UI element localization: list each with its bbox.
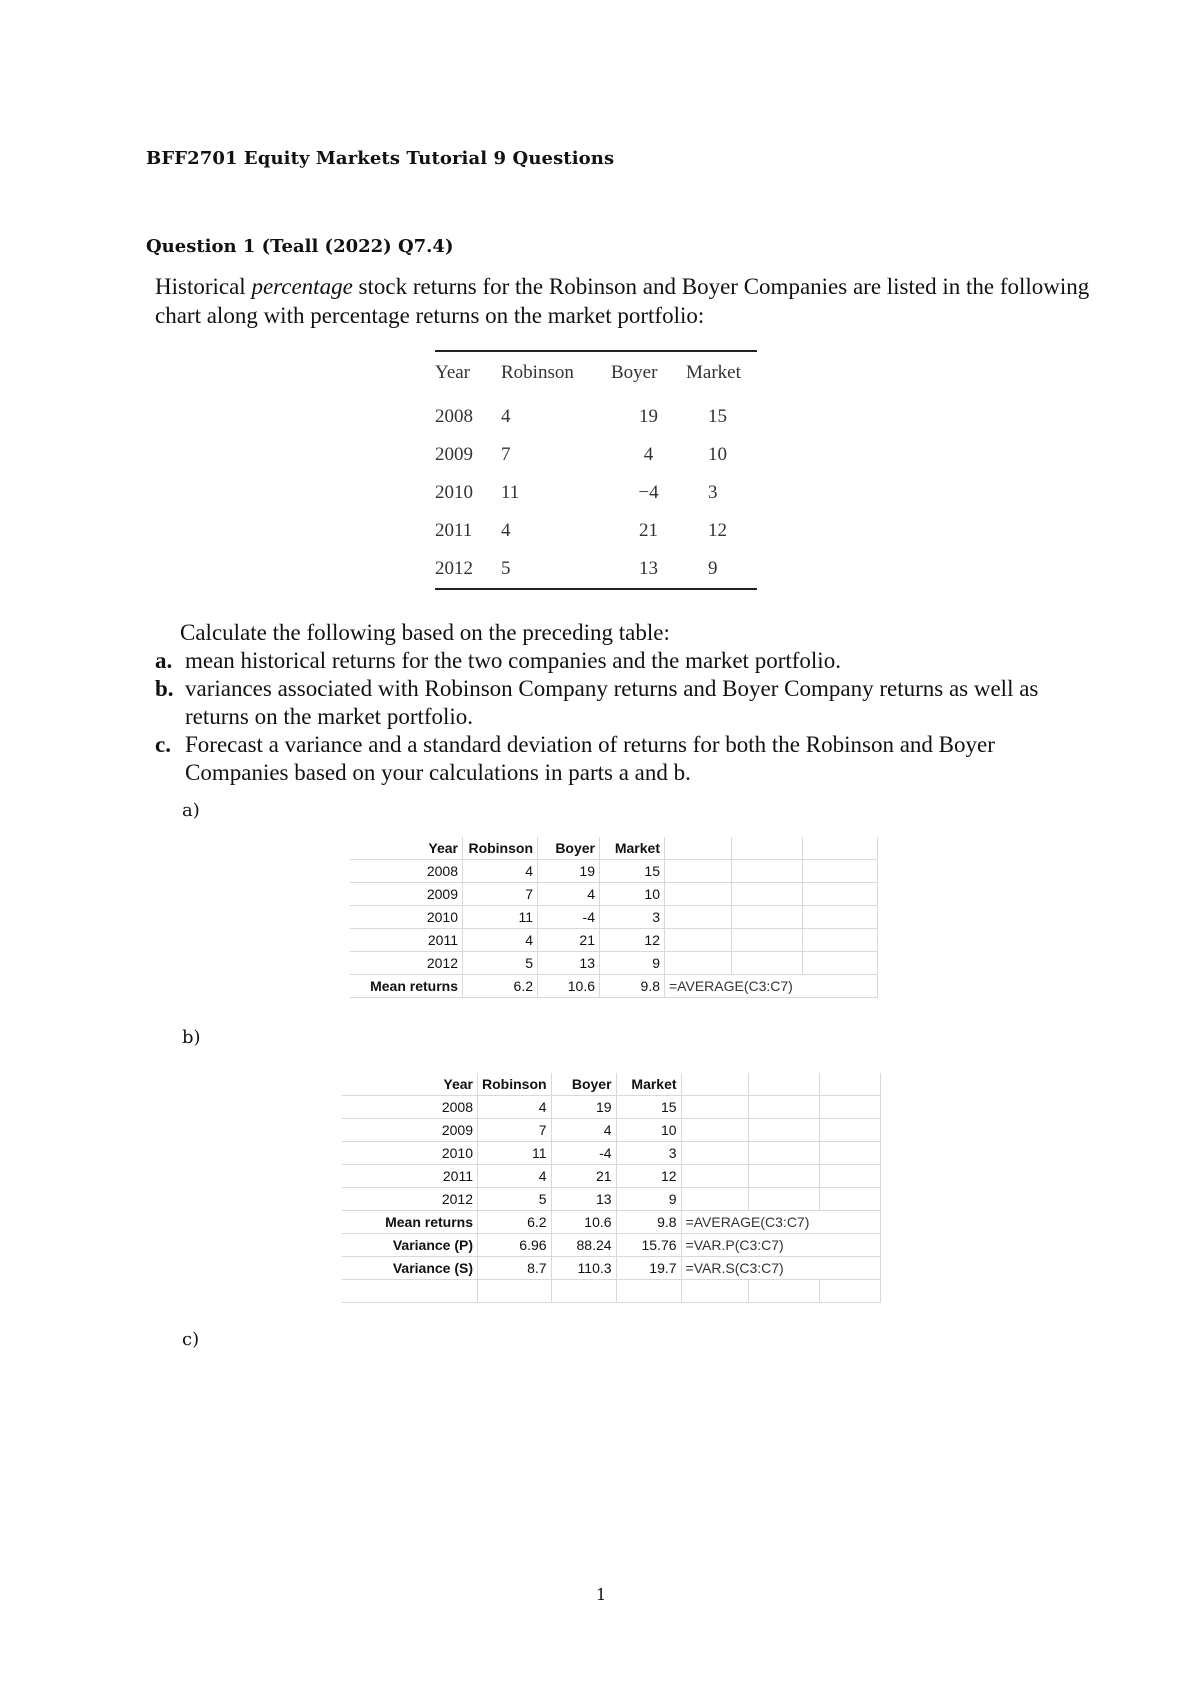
sheet-empty-cell bbox=[665, 906, 732, 929]
cell-year: 2011 bbox=[435, 520, 473, 541]
sheet-empty-cell bbox=[803, 837, 878, 860]
mean-returns-label: Mean returns bbox=[350, 975, 463, 998]
cell-boyer: 13 bbox=[639, 558, 658, 579]
sheet-row bbox=[342, 1165, 880, 1188]
sheet-cell: 15 bbox=[600, 860, 665, 883]
spreadsheet-b bbox=[342, 1073, 881, 1303]
sheet-summary-row bbox=[342, 1211, 880, 1234]
sheet-cell: 13 bbox=[538, 952, 600, 975]
sheet-cell: 15 bbox=[616, 1096, 681, 1119]
sheet-empty-cell bbox=[681, 1073, 748, 1096]
cell-boyer: 4 bbox=[643, 444, 654, 465]
sheet-empty-cell bbox=[803, 929, 878, 952]
variance-s-market: 19.7 bbox=[616, 1257, 681, 1280]
sheet-row bbox=[350, 906, 878, 929]
sheet-cell-market-header: Market bbox=[600, 837, 665, 860]
calculate-instruction: Calculate the following based on the preceding table: bbox=[180, 620, 670, 645]
cell-boyer: 21 bbox=[639, 520, 658, 541]
table-row bbox=[435, 394, 757, 436]
sheet-empty-cell bbox=[681, 1096, 748, 1119]
sheet-empty-cell bbox=[819, 1119, 880, 1142]
variance-p-formula: =VAR.P(C3:C7) bbox=[681, 1234, 880, 1257]
cell-year: 2012 bbox=[435, 558, 473, 579]
page-number: 1 bbox=[596, 1585, 607, 1604]
sheet-empty-cell bbox=[681, 1119, 748, 1142]
sheet-row bbox=[350, 929, 878, 952]
sheet-empty-cell bbox=[616, 1280, 681, 1303]
part-a bbox=[155, 647, 1095, 675]
sheet-empty-cell bbox=[732, 929, 803, 952]
sheet-cell: 11 bbox=[478, 1142, 552, 1165]
sheet-cell: 4 bbox=[478, 1165, 552, 1188]
sheet-cell: 4 bbox=[478, 1096, 552, 1119]
sheet-empty-cell bbox=[681, 1188, 748, 1211]
sheet-cell: 2008 bbox=[342, 1096, 478, 1119]
col-header-boyer: Boyer bbox=[611, 362, 658, 383]
sheet-cell: 3 bbox=[600, 906, 665, 929]
sheet-cell: -4 bbox=[538, 906, 600, 929]
answer-b-label: b) bbox=[182, 1027, 201, 1048]
returns-table-header bbox=[435, 351, 757, 394]
col-header-year: Year bbox=[435, 362, 471, 383]
sheet-empty-cell bbox=[732, 860, 803, 883]
cell-robinson: 4 bbox=[501, 406, 511, 427]
sheet-cell: 2011 bbox=[350, 929, 463, 952]
sheet-cell: 2012 bbox=[350, 952, 463, 975]
sheet-cell-year-header: Year bbox=[350, 837, 463, 860]
sheet-cell: 3 bbox=[616, 1142, 681, 1165]
sheet-empty-cell bbox=[819, 1165, 880, 1188]
sheet-empty-cell bbox=[803, 883, 878, 906]
sheet-cell: 19 bbox=[538, 860, 600, 883]
table-row bbox=[435, 474, 757, 512]
cell-market: 9 bbox=[708, 558, 718, 579]
table-row bbox=[435, 550, 757, 589]
variance-s-boyer: 110.3 bbox=[551, 1257, 616, 1280]
answer-a-label: a) bbox=[182, 800, 200, 821]
sheet-empty-cell bbox=[665, 860, 732, 883]
sheet-empty-row bbox=[342, 1280, 880, 1303]
sheet-cell-boyer-header: Boyer bbox=[538, 837, 600, 860]
cell-boyer: 19 bbox=[639, 406, 658, 427]
document-title: BFF2701 Equity Markets Tutorial 9 Questions bbox=[146, 148, 615, 169]
sheet-summary-row bbox=[342, 1234, 880, 1257]
mean-formula: =AVERAGE(C3:C7) bbox=[665, 975, 878, 998]
sheet-cell: 2010 bbox=[342, 1142, 478, 1165]
variance-p-robinson: 6.96 bbox=[478, 1234, 552, 1257]
answer-c-label: c) bbox=[182, 1329, 200, 1350]
sheet-cell-market-header: Market bbox=[616, 1073, 681, 1096]
mean-boyer: 10.6 bbox=[538, 975, 600, 998]
intro-emphasis: percentage bbox=[251, 274, 353, 299]
sheet-cell: 21 bbox=[551, 1165, 616, 1188]
part-text: Forecast a variance and a standard deviation of returns for both the Robinson and Boyer Companies based on your calculations in parts a and b. bbox=[185, 732, 995, 785]
sheet-empty-cell bbox=[819, 1142, 880, 1165]
sheet-empty-cell bbox=[748, 1073, 819, 1096]
sheet-cell: 9 bbox=[600, 952, 665, 975]
sheet-empty-cell bbox=[665, 883, 732, 906]
sheet-cell: 7 bbox=[478, 1119, 552, 1142]
variance-s-robinson: 8.7 bbox=[478, 1257, 552, 1280]
sheet-empty-cell bbox=[665, 837, 732, 860]
mean-formula: =AVERAGE(C3:C7) bbox=[681, 1211, 880, 1234]
sheet-cell: 4 bbox=[463, 929, 538, 952]
cell-market: 10 bbox=[708, 444, 727, 465]
table-row bbox=[435, 436, 757, 474]
sheet-row bbox=[350, 883, 878, 906]
cell-market: 15 bbox=[708, 406, 727, 427]
sheet-empty-cell bbox=[803, 952, 878, 975]
cell-year: 2008 bbox=[435, 406, 473, 427]
sheet-empty-cell bbox=[732, 883, 803, 906]
sheet-cell: 5 bbox=[478, 1188, 552, 1211]
part-text: variances associated with Robinson Company returns and Boyer Company returns as well as returns on the market portfolio. bbox=[185, 676, 1039, 729]
sheet-row bbox=[342, 1119, 880, 1142]
sheet-empty-cell bbox=[551, 1280, 616, 1303]
sheet-empty-cell bbox=[748, 1188, 819, 1211]
sheet-cell: 4 bbox=[538, 883, 600, 906]
sheet-header-row bbox=[350, 837, 878, 860]
part-letter: b. bbox=[155, 676, 174, 701]
sheet-empty-cell bbox=[681, 1165, 748, 1188]
sheet-cell: 4 bbox=[551, 1119, 616, 1142]
sheet-empty-cell bbox=[819, 1073, 880, 1096]
part-c bbox=[155, 731, 1095, 787]
sheet-cell-boyer-header: Boyer bbox=[551, 1073, 616, 1096]
table-row bbox=[435, 512, 757, 550]
sheet-empty-cell bbox=[748, 1142, 819, 1165]
intro-text-end: stock returns for the Robinson and Boyer Companies are listed in the following chart along with percentage returns on the market portfolio: bbox=[155, 274, 1090, 328]
question-heading: Question 1 (Teall (2022) Q7.4) bbox=[146, 236, 454, 257]
returns-table bbox=[435, 350, 757, 590]
col-header-robinson: Robinson bbox=[501, 362, 574, 383]
sheet-summary-row bbox=[350, 975, 878, 998]
sheet-empty-cell bbox=[748, 1119, 819, 1142]
part-text: mean historical returns for the two companies and the market portfolio. bbox=[185, 648, 841, 673]
variance-p-boyer: 88.24 bbox=[551, 1234, 616, 1257]
sheet-empty-cell bbox=[732, 952, 803, 975]
sheet-empty-cell bbox=[819, 1280, 880, 1303]
col-header-market: Market bbox=[686, 362, 741, 383]
mean-returns-label: Mean returns bbox=[342, 1211, 478, 1234]
question-parts bbox=[155, 647, 1095, 787]
sheet-empty-cell bbox=[665, 929, 732, 952]
sheet-empty-cell bbox=[803, 906, 878, 929]
sheet-cell: 7 bbox=[463, 883, 538, 906]
intro-text-start: Historical bbox=[155, 274, 252, 299]
cell-robinson: 4 bbox=[501, 520, 511, 541]
sheet-cell: 19 bbox=[551, 1096, 616, 1119]
part-b bbox=[155, 675, 1095, 731]
variance-s-formula: =VAR.S(C3:C7) bbox=[681, 1257, 880, 1280]
cell-year: 2010 bbox=[435, 482, 473, 503]
sheet-empty-cell bbox=[803, 860, 878, 883]
sheet-header-row bbox=[342, 1073, 880, 1096]
mean-boyer: 10.6 bbox=[551, 1211, 616, 1234]
sheet-empty-cell bbox=[478, 1280, 552, 1303]
sheet-cell: 2011 bbox=[342, 1165, 478, 1188]
sheet-cell: 11 bbox=[463, 906, 538, 929]
cell-robinson: 7 bbox=[501, 444, 511, 465]
cell-robinson: 11 bbox=[501, 482, 520, 503]
sheet-cell: 2010 bbox=[350, 906, 463, 929]
mean-market: 9.8 bbox=[600, 975, 665, 998]
mean-robinson: 6.2 bbox=[463, 975, 538, 998]
cell-market: 3 bbox=[708, 482, 718, 503]
sheet-cell: 2009 bbox=[350, 883, 463, 906]
sheet-empty-cell bbox=[819, 1188, 880, 1211]
sheet-cell: 21 bbox=[538, 929, 600, 952]
sheet-cell: 2008 bbox=[350, 860, 463, 883]
cell-boyer: −4 bbox=[638, 482, 659, 503]
spreadsheet-a bbox=[350, 837, 878, 998]
sheet-row bbox=[342, 1188, 880, 1211]
sheet-empty-cell bbox=[342, 1280, 478, 1303]
cell-robinson: 5 bbox=[501, 558, 511, 579]
sheet-cell: 12 bbox=[600, 929, 665, 952]
part-letter: a. bbox=[155, 648, 173, 673]
sheet-cell-robinson-header: Robinson bbox=[478, 1073, 552, 1096]
sheet-cell: 5 bbox=[463, 952, 538, 975]
sheet-empty-cell bbox=[732, 906, 803, 929]
variance-p-label: Variance (P) bbox=[342, 1234, 478, 1257]
mean-market: 9.8 bbox=[616, 1211, 681, 1234]
variance-s-label: Variance (S) bbox=[342, 1257, 478, 1280]
sheet-cell: 13 bbox=[551, 1188, 616, 1211]
sheet-row bbox=[350, 860, 878, 883]
sheet-cell-robinson-header: Robinson bbox=[463, 837, 538, 860]
sheet-row bbox=[342, 1142, 880, 1165]
sheet-cell: 9 bbox=[616, 1188, 681, 1211]
sheet-empty-cell bbox=[665, 952, 732, 975]
sheet-empty-cell bbox=[748, 1096, 819, 1119]
sheet-empty-cell bbox=[819, 1096, 880, 1119]
sheet-empty-cell bbox=[732, 837, 803, 860]
sheet-empty-cell bbox=[748, 1165, 819, 1188]
cell-market: 12 bbox=[708, 520, 727, 541]
sheet-empty-cell bbox=[681, 1280, 748, 1303]
sheet-empty-cell bbox=[681, 1142, 748, 1165]
sheet-row bbox=[350, 952, 878, 975]
cell-year: 2009 bbox=[435, 444, 473, 465]
question-intro bbox=[155, 272, 1095, 330]
sheet-cell: 10 bbox=[616, 1119, 681, 1142]
sheet-cell: 10 bbox=[600, 883, 665, 906]
sheet-cell: 4 bbox=[463, 860, 538, 883]
sheet-cell: 2009 bbox=[342, 1119, 478, 1142]
sheet-cell: 2012 bbox=[342, 1188, 478, 1211]
sheet-cell: 12 bbox=[616, 1165, 681, 1188]
part-letter: c. bbox=[155, 732, 171, 757]
sheet-empty-cell bbox=[748, 1280, 819, 1303]
sheet-summary-row bbox=[342, 1257, 880, 1280]
sheet-cell: -4 bbox=[551, 1142, 616, 1165]
variance-p-market: 15.76 bbox=[616, 1234, 681, 1257]
mean-robinson: 6.2 bbox=[478, 1211, 552, 1234]
sheet-row bbox=[342, 1096, 880, 1119]
sheet-cell-year-header: Year bbox=[342, 1073, 478, 1096]
